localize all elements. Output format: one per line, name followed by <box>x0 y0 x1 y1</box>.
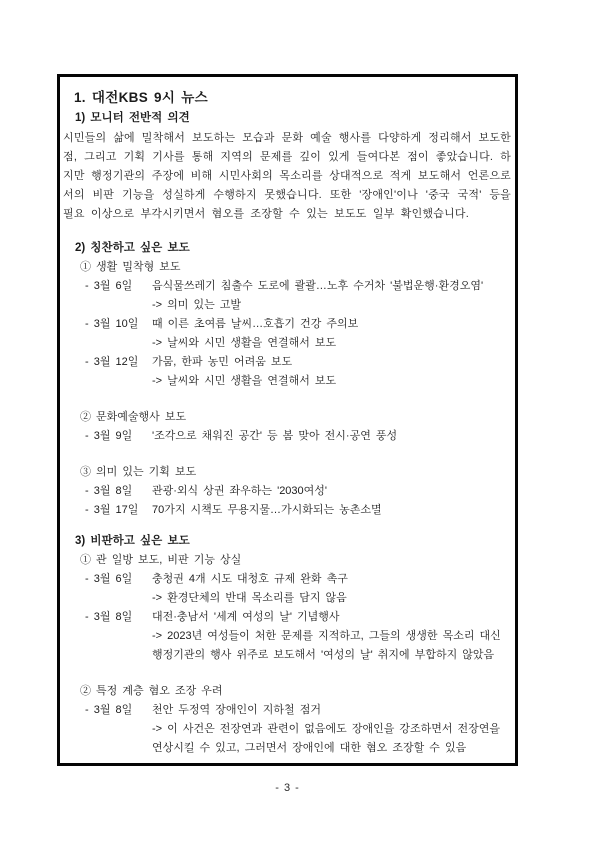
doc-title: 1. 대전KBS 9시 뉴스 <box>74 90 208 105</box>
report-item <box>62 501 513 520</box>
report-date: - 3월 8일 <box>85 611 133 623</box>
report-note: -> 날씨와 시민 생활을 연결해서 보도 <box>152 337 337 349</box>
overview-body: 시민들의 삶에 밀착해서 보도하는 모습과 문화 예술 행사를 다양하게 정리해서 보도한 점, 그리고 기획 기사를 통해 지역의 문제를 깊이 있게 들여다본 점이 좋았습니다. 하지만 행정기관의 주장에 비해 시민사회의 목소리를 상대적으로 적게 보도해서 언론으로서의 비판 기능을 성실하게 수행하지 못했습니다. 또한 '장애인'이나 '중국 국적' 등을 필요 이상으로 부각시키면서 혐오를 조장할 수 있는 보도도 일부 확인했습니다. <box>63 132 511 220</box>
criticism-heading: 3) 비판하고 싶은 보도 <box>75 535 190 547</box>
report-item <box>62 315 513 334</box>
group-label: ② 문화예술행사 보도 <box>80 411 187 423</box>
report-title: 충청권 4개 시도 대청호 규제 완화 촉구 <box>152 573 348 585</box>
report-date: - 3월 17일 <box>85 504 139 516</box>
section-overview <box>62 110 513 224</box>
report-date: - 3월 9일 <box>85 430 133 442</box>
report-note: -> 날씨와 시민 생활을 연결해서 보도 <box>152 375 337 387</box>
report-title: 때 이른 초여름 날씨…호흡기 건강 주의보 <box>152 318 359 330</box>
report-item <box>62 277 513 296</box>
group-label: ① 생활 밀착형 보도 <box>80 261 181 273</box>
section-praise <box>62 240 513 520</box>
report-item <box>62 701 513 720</box>
page-number: - 3 - <box>275 782 300 794</box>
report-title: 70가지 시책도 무용지물…가시화되는 농촌소멸 <box>152 504 382 516</box>
report-item <box>62 353 513 372</box>
report-title: '조각으로 채워진 공간' 등 봄 맞아 전시·공연 풍성 <box>152 430 398 442</box>
report-date: - 3월 8일 <box>85 485 133 497</box>
report-item <box>62 427 513 446</box>
report-date: - 3월 10일 <box>85 318 139 330</box>
report-item <box>62 482 513 501</box>
section-criticism <box>62 533 513 758</box>
report-title: 가뭄, 한파 농민 어려움 보도 <box>152 356 293 368</box>
report-date: - 3월 8일 <box>85 704 133 716</box>
praise-group-2 <box>62 408 513 446</box>
report-title: 관광·외식 상권 좌우하는 '2030여성' <box>152 485 328 497</box>
report-item <box>62 608 513 627</box>
praise-group-3 <box>62 463 513 520</box>
group-label: ① 관 일방 보도, 비판 기능 상실 <box>80 554 242 566</box>
report-note: -> 2023년 여성들이 처한 문제를 지적하고, 그들의 생생한 목소리 대신 행정기관의 행사 위주로 보도해서 '여성의 날' 취지에 부합하지 않았음 <box>152 630 501 661</box>
report-item <box>62 570 513 589</box>
content-frame <box>57 74 518 766</box>
group-label: ② 특정 계층 혐오 조장 우려 <box>80 685 223 697</box>
report-date: - 3월 6일 <box>85 280 133 292</box>
criticism-group-1 <box>62 551 513 665</box>
criticism-group-2 <box>62 682 513 758</box>
report-date: - 3월 12일 <box>85 356 139 368</box>
report-title: 대전·충남서 '세계 여성의 날' 기념행사 <box>152 611 340 623</box>
report-note: -> 이 사건은 전장연과 관련이 없음에도 장애인을 강조하면서 전장연을 연상시킬 수 있고, 그러면서 장애인에 대한 혐오 조장할 수 있음 <box>152 723 501 754</box>
group-label: ③ 의미 있는 기획 보도 <box>80 466 197 478</box>
report-note: -> 환경단체의 반대 목소리를 담지 않음 <box>152 592 347 604</box>
report-note: -> 의미 있는 고발 <box>152 299 242 311</box>
praise-group-1 <box>62 258 513 391</box>
report-title: 천안 두정역 장애인이 지하철 점거 <box>152 704 321 716</box>
report-title: 음식물쓰레기 침출수 도로에 콸콸…노후 수거차 '불법운행·환경오염' <box>152 280 484 292</box>
report-date: - 3월 6일 <box>85 573 133 585</box>
praise-heading: 2) 칭찬하고 싶은 보도 <box>75 242 190 254</box>
overview-heading: 1) 모니터 전반적 의견 <box>75 112 190 124</box>
